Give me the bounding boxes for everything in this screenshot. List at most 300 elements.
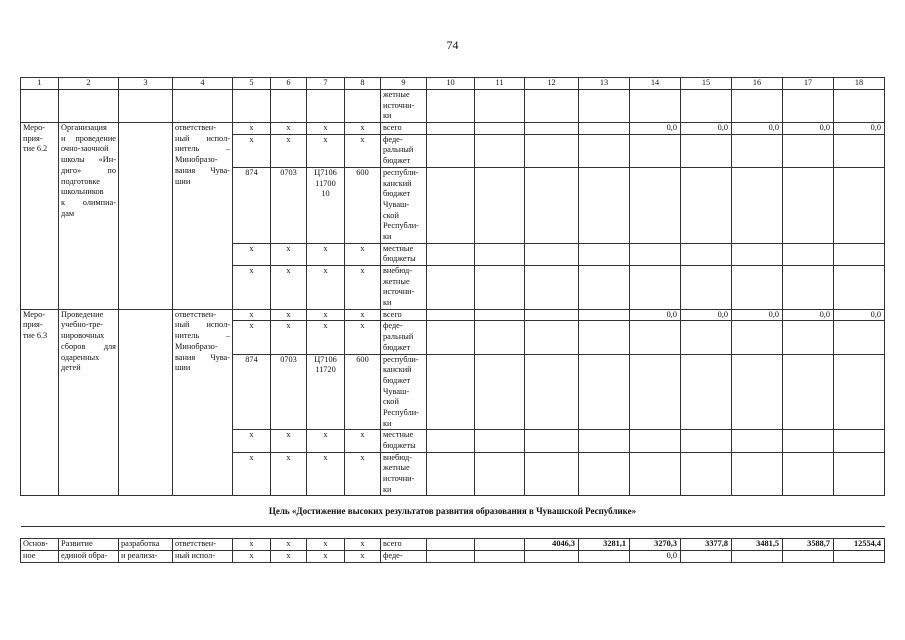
- value-cell: [834, 243, 885, 265]
- value-cell: [681, 90, 732, 123]
- value-cell: [427, 266, 475, 310]
- value-cell: [525, 452, 579, 496]
- value-cell: [681, 452, 732, 496]
- grbs-cell: x: [233, 430, 271, 452]
- source-cell-line: бюджеты: [383, 441, 416, 451]
- value-cell: [579, 90, 630, 123]
- grbs-cell: x: [233, 243, 271, 265]
- value-cell: [783, 243, 834, 265]
- grbs-cell: x: [233, 539, 271, 551]
- value-cell: [579, 354, 630, 430]
- target-article-cell: x: [307, 430, 345, 452]
- value-cell: [525, 309, 579, 321]
- source-cell-line: местные: [383, 243, 414, 253]
- source-cell-line: ки: [383, 298, 392, 308]
- measure-name-line: подготовке: [61, 176, 100, 186]
- source-cell-line: ки: [383, 231, 392, 241]
- measure-code-line: Меро-: [23, 123, 46, 133]
- column-header: 17: [783, 78, 834, 90]
- value-cell: 3270,3: [630, 539, 681, 551]
- value-cell: [783, 354, 834, 430]
- event-executor: ный испол-: [173, 551, 233, 563]
- expense-type-cell: x: [345, 123, 381, 135]
- table-row: [21, 309, 885, 321]
- value-cell: [630, 266, 681, 310]
- measure-name-line: школы «Ин-: [61, 155, 116, 165]
- value-cell: [525, 167, 579, 243]
- target-article-cell: x: [307, 123, 345, 135]
- source-cell-line: ральный: [383, 145, 414, 155]
- source-cell-line: бюджет: [383, 342, 411, 352]
- measure-executor-line: нитель –: [175, 331, 230, 341]
- value-cell: [783, 430, 834, 452]
- measure-code: [21, 309, 59, 496]
- grbs-cell: x: [233, 266, 271, 310]
- measure-executor-line: ответствен-: [175, 123, 217, 133]
- source-cell-line: жетные: [383, 463, 410, 473]
- value-cell: 0,0: [783, 123, 834, 135]
- expense-type-cell: 600: [345, 167, 381, 243]
- grbs-cell: x: [233, 123, 271, 135]
- column-header: 18: [834, 78, 885, 90]
- value-cell: 0,0: [834, 123, 885, 135]
- value-cell: [579, 243, 630, 265]
- value-cell: [475, 309, 525, 321]
- value-cell: [525, 321, 579, 354]
- measure-name: [59, 309, 119, 496]
- value-cell: [732, 354, 783, 430]
- source-cell: [381, 321, 427, 354]
- value-cell: 3481,5: [732, 539, 783, 551]
- source-cell-line: Республи-: [383, 407, 419, 417]
- target-article-cell-line: 11700: [315, 178, 336, 188]
- measure-col3: [119, 309, 173, 496]
- value-cell: [834, 354, 885, 430]
- section-cell: x: [271, 430, 307, 452]
- expense-type-cell: x: [345, 134, 381, 167]
- source-cell-line: ской: [383, 397, 399, 407]
- measure-code-line: Меро-: [23, 309, 46, 319]
- value-cell: [525, 134, 579, 167]
- source-cell: [381, 243, 427, 265]
- value-cell: [427, 243, 475, 265]
- source-cell: [381, 90, 427, 123]
- source-cell-line: феде-: [383, 134, 403, 144]
- measure-name-line: очно-заочной: [61, 144, 109, 154]
- source-cell-line: Чуваш-: [383, 199, 410, 209]
- grbs-cell: x: [233, 452, 271, 496]
- section-cell: 0703: [271, 354, 307, 430]
- source-cell: всего: [381, 539, 427, 551]
- value-cell: [783, 167, 834, 243]
- target-article-cell: x: [307, 266, 345, 310]
- expense-type-cell: x: [345, 321, 381, 354]
- column-header: 4: [173, 78, 233, 90]
- event-name: Развитие: [59, 539, 119, 551]
- value-cell: [834, 90, 885, 123]
- value-cell: [630, 430, 681, 452]
- measure-name-line: нировочных: [61, 331, 105, 341]
- source-cell: [381, 354, 427, 430]
- empty-cell: [21, 90, 59, 123]
- measure-name-line: Организация: [61, 123, 107, 133]
- empty-cell: [233, 90, 271, 123]
- empty-cell: [271, 90, 307, 123]
- section-cell: x: [271, 123, 307, 135]
- column-header: 14: [630, 78, 681, 90]
- value-cell: [783, 551, 834, 563]
- source-cell-line: феде-: [383, 321, 403, 331]
- value-cell: 0,0: [783, 309, 834, 321]
- value-cell: 4046,3: [525, 539, 579, 551]
- measure-code-line: прия-: [23, 133, 43, 143]
- value-cell: [579, 266, 630, 310]
- expense-type-cell: 600: [345, 354, 381, 430]
- column-header: 16: [732, 78, 783, 90]
- source-cell: [381, 266, 427, 310]
- event-executor: ответствен-: [173, 539, 233, 551]
- target-article-cell: x: [307, 243, 345, 265]
- source-cell-line: жетные: [383, 90, 410, 99]
- grbs-cell: 874: [233, 354, 271, 430]
- value-cell: 0,0: [834, 309, 885, 321]
- value-cell: [525, 123, 579, 135]
- expense-type-cell: x: [345, 551, 381, 563]
- event-code: Основ-: [21, 539, 59, 551]
- measure-executor: [173, 309, 233, 496]
- value-cell: [475, 354, 525, 430]
- section-cell: x: [271, 539, 307, 551]
- grbs-cell: x: [233, 321, 271, 354]
- value-cell: [427, 123, 475, 135]
- value-cell: [579, 551, 630, 563]
- value-cell: [732, 90, 783, 123]
- source-cell-line: источни-: [383, 474, 415, 484]
- value-cell: [834, 452, 885, 496]
- value-cell: [783, 452, 834, 496]
- expense-type-cell: x: [345, 309, 381, 321]
- measure-name-line: к олимпиа-: [61, 197, 116, 207]
- expense-type-cell: x: [345, 539, 381, 551]
- source-cell-line: жетные: [383, 276, 410, 286]
- value-cell: [427, 354, 475, 430]
- measure-executor-line: вания Чува-: [175, 165, 230, 175]
- value-cell: [579, 430, 630, 452]
- source-cell-line: канский: [383, 178, 412, 188]
- value-cell: [834, 551, 885, 563]
- measure-name-line: сборов для: [61, 341, 116, 351]
- source-cell-line: всего: [383, 123, 402, 133]
- column-header-row: [21, 78, 885, 90]
- source-cell-line: ральный: [383, 332, 414, 342]
- value-cell: [427, 551, 475, 563]
- value-cell: [630, 452, 681, 496]
- measure-name-line: учебно-тре-: [61, 320, 103, 330]
- grbs-cell: x: [233, 134, 271, 167]
- value-cell: [427, 539, 475, 551]
- value-cell: [783, 266, 834, 310]
- source-cell-line: источни-: [383, 100, 415, 110]
- section-cell: x: [271, 551, 307, 563]
- section-cell: x: [271, 266, 307, 310]
- measure-code: [21, 123, 59, 310]
- measure-code-line: прия-: [23, 320, 43, 330]
- target-article-cell-line: Ц7106: [314, 354, 337, 364]
- value-cell: [475, 243, 525, 265]
- value-cell: [834, 167, 885, 243]
- value-cell: [579, 321, 630, 354]
- column-header: 5: [233, 78, 271, 90]
- event-col3: и реализа-: [119, 551, 173, 563]
- goal-title: Цель «Достижение высоких результатов развития образования в Чувашской Республике»: [21, 496, 885, 527]
- value-cell: 0,0: [681, 123, 732, 135]
- table-row: [21, 539, 885, 551]
- column-header: 10: [427, 78, 475, 90]
- page-number: 74: [446, 38, 459, 52]
- source-cell-line: всего: [383, 309, 402, 319]
- budget-table: [20, 77, 885, 563]
- event-code: ное: [21, 551, 59, 563]
- target-article-cell: [307, 354, 345, 430]
- value-cell: [427, 321, 475, 354]
- source-cell: [381, 167, 427, 243]
- column-header: 3: [119, 78, 173, 90]
- source-cell-line: ской: [383, 210, 399, 220]
- column-header: 8: [345, 78, 381, 90]
- column-header: 15: [681, 78, 732, 90]
- expense-type-cell: x: [345, 430, 381, 452]
- table-row: [21, 90, 885, 123]
- value-cell: [427, 134, 475, 167]
- measure-name-line: и проведение: [61, 133, 116, 143]
- value-cell: [630, 90, 681, 123]
- expense-type-cell: x: [345, 243, 381, 265]
- value-cell: 0,0: [732, 123, 783, 135]
- value-cell: [783, 321, 834, 354]
- measure-executor-line: ный испол-: [175, 320, 230, 330]
- value-cell: [681, 167, 732, 243]
- table-row: [21, 551, 885, 563]
- value-cell: [681, 430, 732, 452]
- source-cell-line: бюджет: [383, 375, 411, 385]
- table-row: [21, 123, 885, 135]
- value-cell: [681, 321, 732, 354]
- value-cell: [427, 167, 475, 243]
- measure-name-line: дам: [61, 208, 75, 218]
- value-cell: 0,0: [732, 309, 783, 321]
- value-cell: [732, 321, 783, 354]
- source-cell-line: ки: [383, 111, 392, 121]
- empty-cell: [119, 90, 173, 123]
- value-cell: 0,0: [681, 309, 732, 321]
- event-col3: разработка: [119, 539, 173, 551]
- value-cell: 12554,4: [834, 539, 885, 551]
- source-cell: феде-: [381, 551, 427, 563]
- source-cell-line: источни-: [383, 287, 415, 297]
- value-cell: [630, 167, 681, 243]
- source-cell-line: бюджет: [383, 156, 411, 166]
- value-cell: [475, 134, 525, 167]
- measure-executor-line: нитель –: [175, 144, 230, 154]
- measure-name-line: диго» по: [61, 165, 116, 175]
- value-cell: [732, 430, 783, 452]
- value-cell: [475, 90, 525, 123]
- source-cell-line: Чуваш-: [383, 386, 410, 396]
- target-article-cell: x: [307, 321, 345, 354]
- value-cell: [525, 551, 579, 563]
- source-cell-line: местные: [383, 430, 414, 440]
- section-cell: 0703: [271, 167, 307, 243]
- measure-executor-line: ный испол-: [175, 133, 230, 143]
- source-cell-line: бюджет: [383, 189, 411, 199]
- value-cell: [475, 430, 525, 452]
- event-name: единой обра-: [59, 551, 119, 563]
- source-cell: [381, 430, 427, 452]
- value-cell: [475, 551, 525, 563]
- value-cell: [630, 354, 681, 430]
- source-cell-line: ки: [383, 418, 392, 428]
- measure-executor-line: Минобразо-: [175, 341, 218, 351]
- source-cell-line: республи-: [383, 354, 419, 364]
- target-article-cell: x: [307, 452, 345, 496]
- value-cell: [834, 430, 885, 452]
- measure-name-line: Проведение: [61, 309, 104, 319]
- source-cell-line: Республи-: [383, 221, 419, 231]
- goal-row: [21, 496, 885, 527]
- value-cell: [427, 90, 475, 123]
- value-cell: 3281,1: [579, 539, 630, 551]
- value-cell: [630, 243, 681, 265]
- measure-col3: [119, 123, 173, 310]
- value-cell: [732, 452, 783, 496]
- value-cell: [475, 123, 525, 135]
- value-cell: [732, 551, 783, 563]
- measure-name: [59, 123, 119, 310]
- value-cell: [475, 452, 525, 496]
- measure-executor: [173, 123, 233, 310]
- value-cell: [525, 430, 579, 452]
- value-cell: [681, 134, 732, 167]
- value-cell: [681, 551, 732, 563]
- measure-executor-line: вания Чува-: [175, 352, 230, 362]
- column-header: 12: [525, 78, 579, 90]
- value-cell: [525, 266, 579, 310]
- empty-cell: [173, 90, 233, 123]
- source-cell: [381, 123, 427, 135]
- expense-type-cell: x: [345, 266, 381, 310]
- target-article-cell: x: [307, 309, 345, 321]
- value-cell: 0,0: [630, 551, 681, 563]
- value-cell: [732, 266, 783, 310]
- target-article-cell: x: [307, 551, 345, 563]
- column-header: 2: [59, 78, 119, 90]
- empty-cell: [345, 90, 381, 123]
- value-cell: [525, 354, 579, 430]
- measure-executor-line: шии: [175, 176, 191, 186]
- value-cell: [475, 539, 525, 551]
- grbs-cell: x: [233, 551, 271, 563]
- measure-name-line: одаренных: [61, 352, 100, 362]
- value-cell: [732, 167, 783, 243]
- value-cell: [732, 243, 783, 265]
- value-cell: [475, 321, 525, 354]
- measure-executor-line: Минобразо-: [175, 155, 218, 165]
- value-cell: [475, 167, 525, 243]
- value-cell: [834, 321, 885, 354]
- source-cell: [381, 309, 427, 321]
- section-cell: x: [271, 309, 307, 321]
- section-cell: x: [271, 321, 307, 354]
- column-header: 9: [381, 78, 427, 90]
- grbs-cell: x: [233, 309, 271, 321]
- value-cell: [579, 167, 630, 243]
- value-cell: [579, 309, 630, 321]
- value-cell: [681, 354, 732, 430]
- source-cell: [381, 134, 427, 167]
- value-cell: [732, 134, 783, 167]
- value-cell: 0,0: [630, 123, 681, 135]
- target-article-cell: x: [307, 134, 345, 167]
- value-cell: [681, 266, 732, 310]
- section-cell: x: [271, 243, 307, 265]
- spacer-cell: [21, 527, 885, 539]
- value-cell: 0,0: [630, 309, 681, 321]
- column-header: 1: [21, 78, 59, 90]
- measure-name-line: школьников: [61, 187, 104, 197]
- target-article-cell-line: Ц7106: [314, 167, 337, 177]
- value-cell: [579, 452, 630, 496]
- value-cell: [783, 134, 834, 167]
- measure-name-line: детей: [61, 363, 81, 373]
- value-cell: [579, 123, 630, 135]
- target-article-cell: x: [307, 539, 345, 551]
- expense-type-cell: x: [345, 452, 381, 496]
- value-cell: 3588,7: [783, 539, 834, 551]
- source-cell-line: внебюд-: [383, 452, 413, 462]
- measure-code-line: тие 6.2: [23, 144, 48, 154]
- value-cell: [783, 90, 834, 123]
- source-cell-line: республи-: [383, 167, 419, 177]
- measure-executor-line: ответствен-: [175, 309, 217, 319]
- source-cell: [381, 452, 427, 496]
- column-header: 13: [579, 78, 630, 90]
- measure-code-line: тие 6.3: [23, 331, 48, 341]
- source-cell-line: внебюд-: [383, 266, 413, 276]
- column-header: 7: [307, 78, 345, 90]
- value-cell: [681, 243, 732, 265]
- value-cell: [525, 90, 579, 123]
- empty-cell: [307, 90, 345, 123]
- value-cell: [579, 134, 630, 167]
- value-cell: [630, 134, 681, 167]
- value-cell: [525, 243, 579, 265]
- source-cell-line: ки: [383, 484, 392, 494]
- empty-cell: [59, 90, 119, 123]
- column-header: 11: [475, 78, 525, 90]
- value-cell: [427, 309, 475, 321]
- value-cell: [427, 430, 475, 452]
- target-article-cell-line: 10: [321, 189, 330, 199]
- section-cell: x: [271, 452, 307, 496]
- column-header: 6: [271, 78, 307, 90]
- value-cell: [475, 266, 525, 310]
- value-cell: [834, 134, 885, 167]
- value-cell: 3377,8: [681, 539, 732, 551]
- measure-executor-line: шии: [175, 363, 191, 373]
- grbs-cell: 874: [233, 167, 271, 243]
- value-cell: [427, 452, 475, 496]
- spacer-row: [21, 527, 885, 539]
